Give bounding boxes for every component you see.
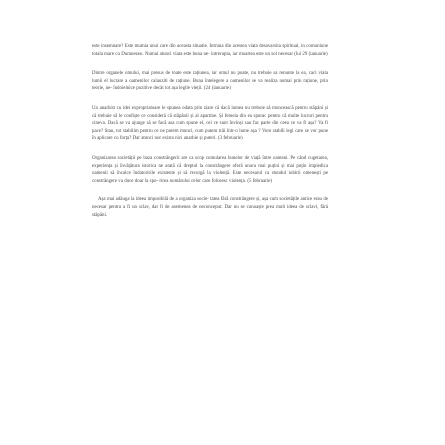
paragraph-1-text: este insemnare? Este mumia unui care din aceasta situatie. Intruna din acestea viata desavarsita spiritual, in comuniune totala mare cu Dumnezeu. Numai atunci viata este buna ne- intrerupta, iar moartea este un sol necesar (lui 29 (ianuarie): [92, 44, 328, 57]
paragraph-1: [92, 43, 328, 58]
paragraph-3: [92, 105, 328, 143]
paragraph-2: [92, 70, 328, 93]
book-page: [92, 43, 328, 423]
paragraph-2-text: Dintre organele omului, mai presus de toate este rațiunea, iar omul nu poate, nu trebuie sa renunte la ea, caci viata lumii el lucrare a oamenilor calauziti de rațiune. Buna întelegere a oamenilor se va realiza numai prin rațiune, prin teorie, ne- îndoielnice pozitive decât tot așa legile vieții. (24 (ianuarie): [92, 71, 328, 92]
paragraph-3-text: Un anarhist cu idei expropriatoare le spunea odata prin ziare că dacă lumea nu trebuie să muncească pentru stăpâni și că trebuie să le confiște ce consideră că stăpânii și al apartine. Și femeia din ea spune: pentru că multe lucruri pentru cineva. Dacă se va ajunge să se facă asa cum spune el, cei ce sunt învinși sau fac parte din ceea ce va fi așa? Va fi pace? Stau, tot stabilim pentru ce ne putem munci, cum putem trăi într-o lume așa ? Vom stabili legi care se vor pune în aplicare cu forța? Dar atunci nor exista nici anarhie și puteri. (3 februarie): [92, 105, 328, 142]
paragraph-5-text: Așa mai adăuga la ideea imposibilă de a organiza socie- tatea fără constrângere și, așa cum societățile antice erau de necesar pentru a fi un sclav, dar fi de asemenea de neconceput. Dar nu se cunoaște prea mult ideea de sclavi, fără stăpâni.: [92, 197, 328, 218]
paragraph-4: [92, 155, 328, 185]
paragraph-4-text: Organizarea societății pe baza constrângerii are ca scop cumularea bunelor de viață între oameni. Pe când cugetarea, experiența și învățătura istorica ne arată că dreptul la constrângere oferă unora mai puțini și mai puțin impiedica oamenii să încalce îndatoririle existente și să recurgă la violență. Este necesarul ca stundul iubirii omenești pe constrângere va duce doar la spo- rirea numărului celor care folosesc violența. (5 februarie): [92, 155, 328, 184]
paragraph-5: [92, 196, 328, 219]
